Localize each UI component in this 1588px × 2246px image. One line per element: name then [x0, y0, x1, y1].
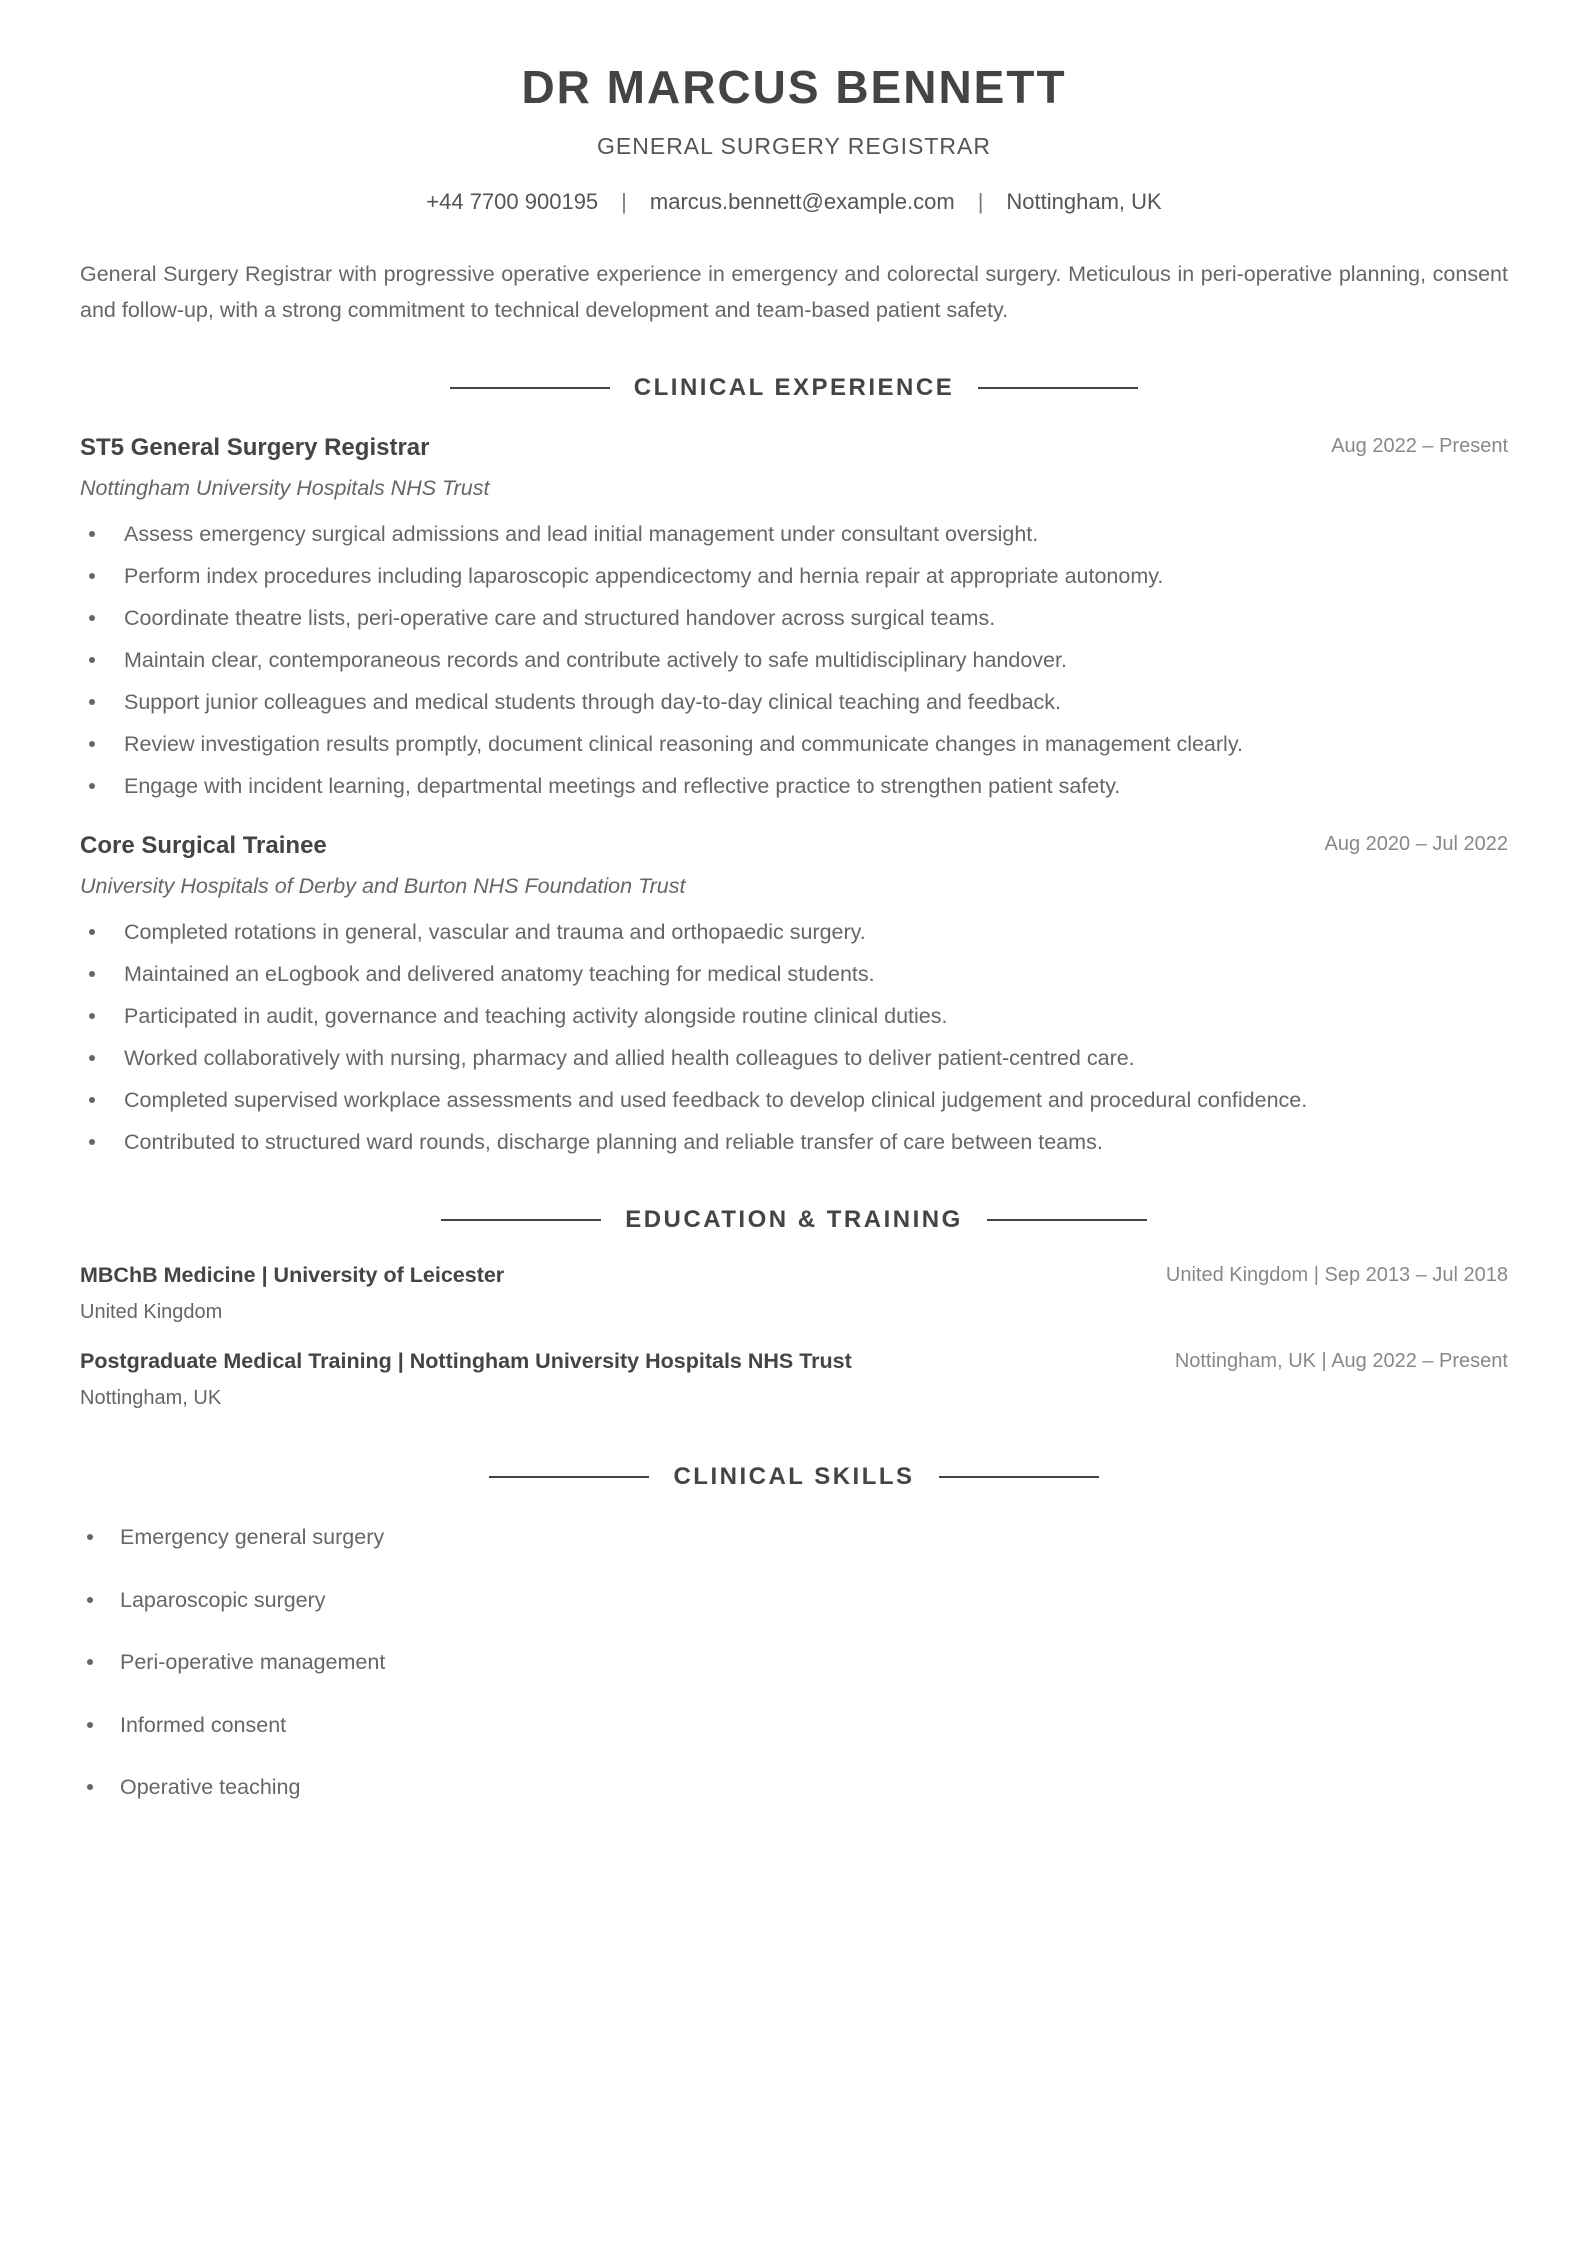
bullet-icon — [87, 1722, 93, 1728]
bullet-icon — [89, 1139, 95, 1145]
bullet-text: Assess emergency surgical admissions and lead initial management under consultant oversight. — [124, 522, 1039, 546]
bullet-icon — [87, 1534, 93, 1540]
bullet-text: Perform index procedures including laparoscopic appendicectomy and hernia repair at appropriate autonomy. — [124, 564, 1164, 588]
education-title: Postgraduate Medical Training | Nottingham University Hospitals NHS Trust — [80, 1349, 852, 1373]
list-item — [80, 1709, 385, 1772]
bullet-icon — [89, 573, 95, 579]
job-title: ST5 General Surgery Registrar — [80, 434, 430, 461]
contact-separator: | — [977, 189, 984, 214]
bullet-text: Participated in audit, governance and teaching activity alongside routine clinical duties. — [124, 1004, 948, 1028]
location: Nottingham, UK — [1006, 189, 1162, 214]
section-heading-label: CLINICAL EXPERIENCE — [633, 374, 955, 401]
job-bullets — [80, 518, 1508, 812]
job-organisation: University Hospitals of Derby and Burton NHS Foundation Trust — [80, 874, 686, 898]
section-heading-label: CLINICAL SKILLS — [673, 1463, 915, 1490]
education-location: United Kingdom — [80, 1301, 223, 1323]
bullet-icon — [89, 741, 95, 747]
professional-summary: General Surgery Registrar with progressive operative experience in emergency and colorectal surgery. Meticulous in peri-operative planning, consent and follow-up, with a strong commitment to technical development and team-based patient safety. — [80, 262, 1508, 322]
job-title: Core Surgical Trainee — [80, 832, 327, 859]
bullet-text: Completed supervised workplace assessments and used feedback to develop clinical judgement and procedural confidence. — [124, 1088, 1308, 1112]
education-meta: United Kingdom | Sep 2013 – Jul 2018 — [1165, 1264, 1508, 1286]
bullet-text: Maintained an eLogbook and delivered anatomy teaching for medical students. — [124, 962, 875, 986]
list-item — [80, 1584, 385, 1647]
heading-rule — [441, 1219, 601, 1221]
list-item — [80, 770, 1508, 812]
bullet-icon — [87, 1597, 93, 1603]
list-item — [80, 1042, 1508, 1084]
bullet-icon — [89, 971, 95, 977]
list-item — [80, 560, 1508, 602]
bullet-icon — [89, 699, 95, 705]
contact-separator: | — [621, 189, 627, 214]
skill-text: Laparoscopic surgery — [120, 1587, 326, 1612]
heading-rule — [987, 1219, 1147, 1221]
bullet-icon — [89, 531, 95, 537]
bullet-text: Review investigation results promptly, document clinical reasoning and communicate changes in management clearly. — [124, 732, 1243, 756]
list-item — [80, 1126, 1508, 1168]
heading-rule — [978, 387, 1138, 389]
job-dates: Aug 2020 – Jul 2022 — [1324, 833, 1508, 855]
email-address: marcus.bennett@example.com — [649, 189, 955, 214]
list-item — [80, 1521, 385, 1584]
section-heading-skills — [0, 1463, 1588, 1491]
job-organisation: Nottingham University Hospitals NHS Trust — [80, 476, 490, 500]
heading-rule — [939, 1476, 1099, 1478]
bullet-text: Contributed to structured ward rounds, discharge planning and reliable transfer of care between teams. — [124, 1130, 1103, 1154]
section-heading-label: EDUCATION & TRAINING — [625, 1206, 963, 1233]
section-heading-education — [0, 1206, 1588, 1234]
bullet-icon — [89, 1097, 95, 1103]
bullet-icon — [89, 1055, 95, 1061]
list-item — [80, 1646, 385, 1709]
skill-text: Operative teaching — [120, 1775, 301, 1799]
bullet-icon — [89, 657, 95, 663]
job-dates: Aug 2022 – Present — [1331, 435, 1508, 457]
education-title: MBChB Medicine | University of Leicester — [80, 1263, 505, 1287]
list-item — [80, 1771, 385, 1834]
skill-text: Emergency general surgery — [120, 1525, 385, 1549]
candidate-title: GENERAL SURGERY REGISTRAR — [597, 133, 991, 159]
bullet-icon — [87, 1784, 93, 1790]
list-item — [80, 728, 1508, 770]
heading-rule — [489, 1476, 649, 1478]
list-item — [80, 1000, 1508, 1042]
skills-list — [80, 1521, 385, 1834]
list-item — [80, 518, 1508, 560]
list-item — [80, 686, 1508, 728]
bullet-icon — [89, 929, 95, 935]
section-heading-experience — [0, 374, 1588, 402]
bullet-icon — [87, 1659, 93, 1665]
list-item — [80, 916, 1508, 958]
bullet-icon — [89, 1013, 95, 1019]
list-item — [80, 644, 1508, 686]
list-item — [80, 1084, 1508, 1126]
bullet-text: Maintain clear, contemporaneous records and contribute actively to safe multidisciplinary handover. — [124, 648, 1067, 672]
bullet-text: Engage with incident learning, departmental meetings and reflective practice to strengthen patient safety. — [124, 774, 1121, 798]
job-bullets — [80, 916, 1508, 1168]
education-location: Nottingham, UK — [80, 1387, 222, 1409]
contact-line — [0, 189, 1588, 215]
skill-text: Informed consent — [120, 1712, 287, 1737]
list-item — [80, 958, 1508, 1000]
heading-rule — [450, 387, 610, 389]
bullet-text: Coordinate theatre lists, peri-operative care and structured handover across surgical teams. — [124, 606, 996, 630]
skill-text: Peri-operative management — [120, 1650, 386, 1674]
candidate-name: DR MARCUS BENNETT — [521, 61, 1067, 113]
bullet-text: Completed rotations in general, vascular and trauma and orthopaedic surgery. — [124, 920, 866, 944]
education-meta: Nottingham, UK | Aug 2022 – Present — [1174, 1350, 1508, 1372]
bullet-icon — [89, 783, 95, 789]
bullet-text: Support junior colleagues and medical students through day-to-day clinical teaching and feedback. — [124, 690, 1062, 714]
list-item — [80, 602, 1508, 644]
bullet-text: Worked collaboratively with nursing, pharmacy and allied health colleagues to deliver patient-centred care. — [124, 1046, 1135, 1070]
phone-number: +44 7700 900195 — [426, 189, 599, 214]
bullet-icon — [89, 615, 95, 621]
